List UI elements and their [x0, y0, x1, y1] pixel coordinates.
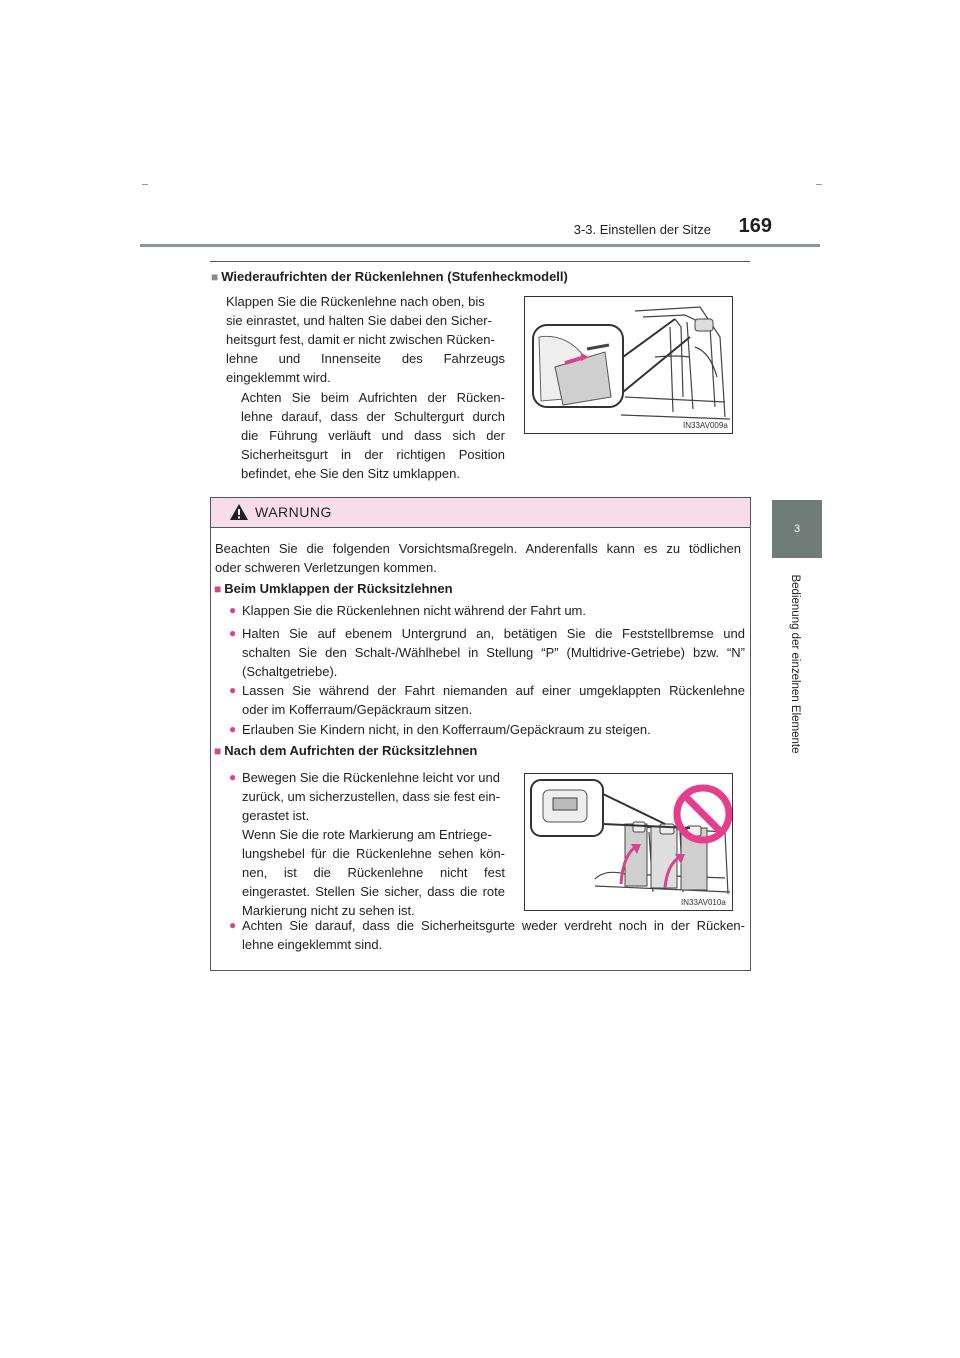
chapter-title-text: Bedienung der einzelnen Elemente: [789, 574, 801, 754]
figure-code: IN33AV009a: [683, 421, 728, 430]
figure-code: IN33AV010a: [681, 898, 726, 907]
instruction-paragraph: Klappen Sie die Rückenlehne nach oben, bis sie einrastet, und halten Sie dabei den Sicher- heitsgurt fest, damit er nicht zwischen Rücken- lehne und Innenseite des Fahrzeugs eingeklemmt wird.: [226, 294, 505, 385]
warning-title: WARNUNG: [255, 504, 332, 520]
bullet-dot-icon: ●: [229, 918, 237, 932]
warning-subheading: ■ Beim Umklappen der Rücksitzlehnen: [214, 581, 453, 596]
bullet-dot-icon: ●: [229, 626, 237, 640]
page-number: 169: [738, 215, 772, 237]
square-bullet-icon: ■: [211, 270, 219, 284]
warning-bullet: ● Achten Sie darauf, dass die Sicherheitsgurte weder verdreht noch in der Rücken- lehne eingeklemmt sind.: [229, 918, 745, 952]
warning-subheading: ■ Nach dem Aufrichten der Rücksitzlehnen: [214, 743, 478, 758]
bullet-dot-icon: ●: [229, 683, 237, 697]
section-rule: [210, 261, 750, 262]
warning-bullet: ● Erlauben Sie Kindern nicht, in den Kofferraum/Gepäckraum zu steigen.: [229, 722, 651, 737]
crop-mark: [816, 184, 822, 185]
warning-intro: Beachten Sie die folgenden Vorsichtsmaßregeln. Anderenfalls kann es zu tödlichen oder schweren Verletzungen kommen.: [215, 541, 741, 575]
warning-bullet: ● Klappen Sie die Rückenlehnen nicht während der Fahrt um.: [229, 603, 586, 618]
seat-lock-illustration: [525, 774, 732, 910]
warning-triangle-icon: [229, 503, 249, 521]
section-heading: ■ Wiederaufrichten der Rückenlehnen (Stufenheckmodell): [211, 269, 568, 284]
warning-bullet: ● Halten Sie auf ebenem Untergrund an, betätigen Sie die Feststellbremse und schalten Sie den Schalt-/Wählhebel in Stellung “P” (Multidrive-Getriebe) bzw. “N” (Schaltgetriebe).: [229, 626, 745, 679]
bullet-dot-icon: ●: [229, 770, 237, 784]
note-paragraph: Achten Sie beim Aufrichten der Rücken- lehne darauf, dass der Schultergurt durch die Führung verläuft und dass sich der Sicherheitsgurt in der richtigen Position befindet, ehe Sie den Sitz umklappen.: [241, 390, 505, 481]
square-bullet-icon: ■: [214, 582, 222, 596]
warning-bullet: ● Lassen Sie während der Fahrt niemanden auf einer umgeklappten Rückenlehne oder im Kofferraum/Gepäckraum sitzen.: [229, 683, 745, 717]
section-label: 3-3. Einstellen der Sitze: [573, 222, 711, 237]
seatback-illustration: [525, 297, 732, 433]
bullet-dot-icon: ●: [229, 603, 237, 617]
crop-mark: [142, 184, 148, 185]
chapter-tab: 3: [772, 500, 822, 558]
warning-header: [211, 498, 750, 528]
seat-lock-figure: [524, 773, 733, 911]
warning-bullet: ● Bewegen Sie die Rückenlehne leicht vor und zurück, um sicherzustellen, dass sie fest ein- gerastet ist. Wenn Sie die rote Markierung am Entriege- lungshebel für die Rückenlehne sehen kön- nen, ist die Rückenlehne nicht fest eingerastet. Stellen Sie sicher, dass die rote Markierung nicht zu sehen ist.: [229, 770, 505, 918]
header-rule: [140, 244, 820, 247]
warning-box: [210, 497, 751, 971]
seatback-figure: [524, 296, 733, 434]
bullet-dot-icon: ●: [229, 722, 237, 736]
square-bullet-icon: ■: [214, 744, 222, 758]
